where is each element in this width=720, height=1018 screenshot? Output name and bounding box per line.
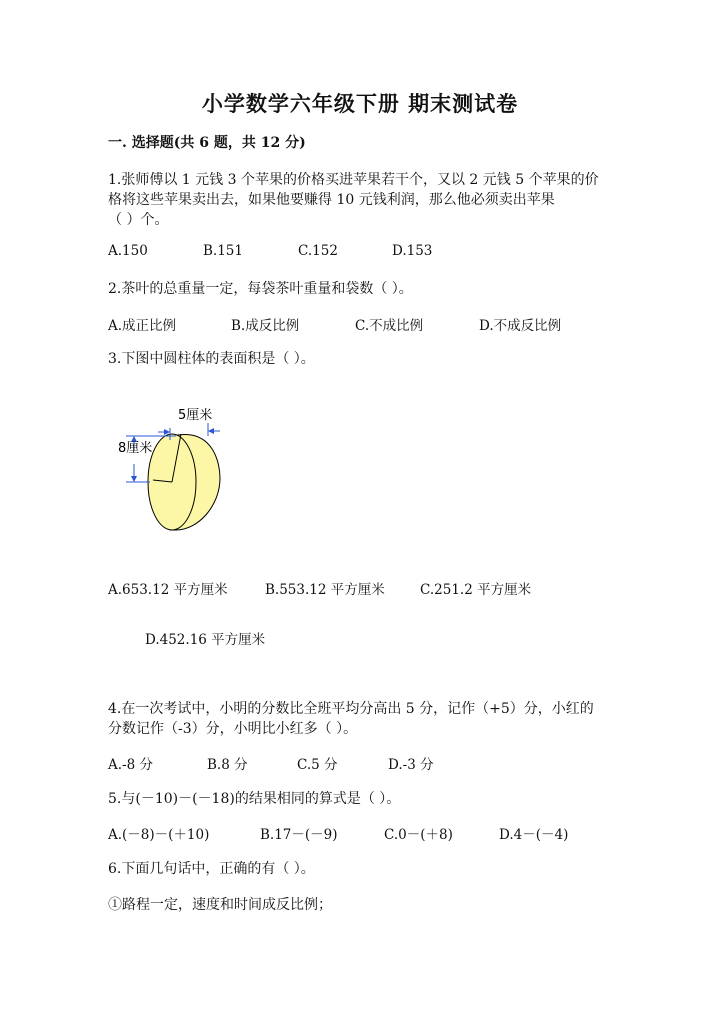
q3-line-1: 3.下图中圆柱体的表面积是（ ）。 (108, 351, 315, 367)
q5-line-1: 5.与(－10)－(－18)的结果相同的算式是（ ）。 (108, 791, 401, 807)
q3-option-b[interactable]: B.553.12 平方厘米 (265, 582, 385, 598)
page-title: 小学数学六年级下册 期末测试卷 (201, 91, 519, 116)
q5-option-b[interactable]: B.17－(－9) (260, 827, 338, 843)
q4-option-a[interactable]: A.-8 分 (108, 757, 153, 773)
cylinder-figure (108, 398, 238, 538)
q4-option-d[interactable]: D.-3 分 (388, 757, 434, 773)
q1-line-1: 1.张师傅以 1 元钱 3 个苹果的价格买进苹果若干个，又以 2 元钱 5 个苹果的价 (108, 172, 599, 188)
q5-option-a[interactable]: A.(－8)－(＋10) (108, 827, 210, 843)
q4-option-c[interactable]: C.5 分 (297, 757, 338, 773)
q2-line-1: 2.茶叶的总重量一定，每袋茶叶重量和袋数（ ）。 (108, 281, 413, 297)
q1-option-b[interactable]: B.151 (203, 243, 243, 259)
q6-line-1: 6.下面几句话中，正确的有（ ）。 (108, 861, 315, 877)
q4-line-2: 分数记作（-3）分，小明比小红多（ ）。 (108, 721, 358, 737)
q3-option-c[interactable]: C.251.2 平方厘米 (420, 582, 532, 598)
q3-option-a[interactable]: A.653.12 平方厘米 (108, 582, 228, 598)
q1-option-d[interactable]: D.153 (392, 243, 433, 259)
q1-option-a[interactable]: A.150 (108, 243, 148, 259)
q3-option-d[interactable]: D.452.16 平方厘米 (145, 632, 266, 648)
q4-option-b[interactable]: B.8 分 (207, 757, 248, 773)
diameter-label: 8厘米 (118, 441, 153, 456)
q2-option-d[interactable]: D.不成反比例 (479, 318, 562, 334)
q5-option-c[interactable]: C.0－(＋8) (384, 827, 453, 843)
q2-option-c[interactable]: C.不成比例 (355, 318, 424, 334)
q2-option-a[interactable]: A.成正比例 (108, 318, 177, 334)
q2-option-b[interactable]: B.成反比例 (231, 318, 300, 334)
q6-statement-1: ①路程一定，速度和时间成反比例； (108, 897, 332, 913)
q1-option-c[interactable]: C.152 (298, 243, 338, 259)
section-heading: 一. 选择题(共 6 题，共 12 分) (108, 135, 306, 151)
q1-line-2: 格将这些苹果卖出去，如果他要赚得 10 元钱利润，那么他必须卖出苹果 (108, 192, 555, 208)
q5-option-d[interactable]: D.4－(－4) (499, 827, 569, 843)
thickness-label: 5厘米 (178, 408, 213, 423)
q4-line-1: 4.在一次考试中，小明的分数比全班平均分高出 5 分，记作（+5）分，小红的 (108, 701, 594, 717)
q1-line-3: （ ）个。 (108, 212, 169, 228)
